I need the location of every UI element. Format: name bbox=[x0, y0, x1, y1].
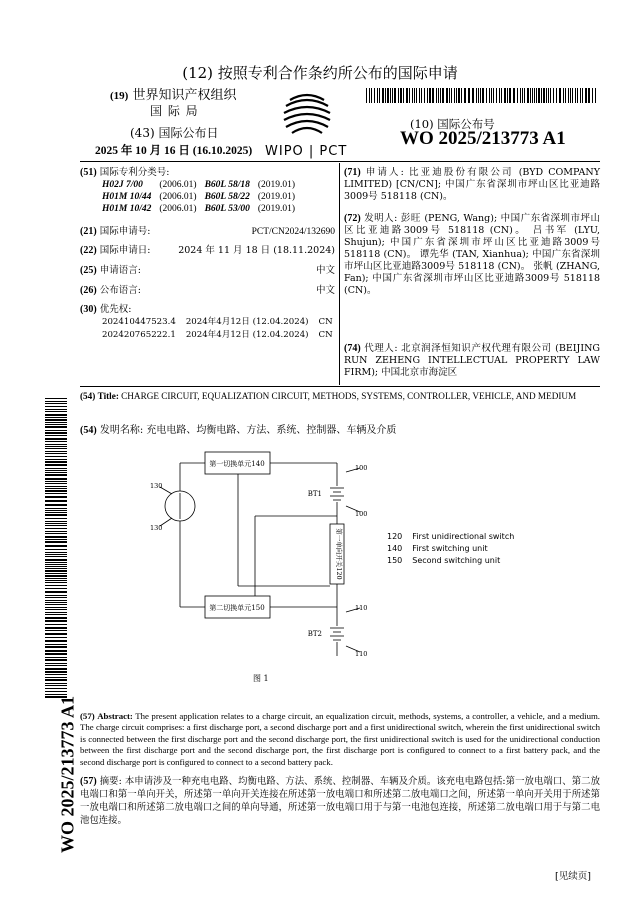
priority-table bbox=[102, 316, 343, 342]
priority-cell: CN bbox=[318, 317, 333, 327]
ipc-cell: (2006.01) bbox=[159, 192, 197, 202]
legend-ref: 140 bbox=[387, 544, 403, 553]
priority-cell: CN bbox=[318, 330, 333, 340]
agent: (74) 代理人: 北京润泽恒知识产权代理有限公司 (BEIJING RUN ZEHENG INTELLECTUAL PROPERTY LAW FIRM); 中国北京市海淀区 bbox=[344, 343, 600, 378]
bt1-label: BT1 bbox=[307, 490, 322, 498]
filing-language: (25) 申请语言: 中文 bbox=[80, 265, 335, 276]
priority-cell: 202420765222.1 bbox=[102, 330, 176, 340]
ipc-cell: (2006.01) bbox=[159, 204, 197, 214]
side-barcode bbox=[45, 398, 67, 698]
legend-text: Second switching unit bbox=[412, 556, 501, 565]
priority-row bbox=[102, 329, 343, 342]
column-divider bbox=[339, 163, 340, 385]
legend-ref: 150 bbox=[387, 556, 403, 565]
ref-130-bottom: 130 bbox=[150, 524, 163, 532]
ipc-cell: (2019.01) bbox=[257, 192, 296, 202]
ipc-cell: H02J 7/00 bbox=[102, 180, 143, 190]
pub-no-label: (10) 国际公布号 bbox=[410, 117, 495, 131]
legend-row bbox=[387, 531, 524, 543]
ipc-cell: (2019.01) bbox=[257, 204, 296, 214]
ipc-row bbox=[102, 203, 303, 215]
unit-150-label: 第二切换单元150 bbox=[209, 604, 265, 612]
title-en: (54) Title: CHARGE CIRCUIT, EQUALIZATION CIRCUIT, METHODS, SYSTEMS, CONTROLLER, VEHICLE, AND MEDIUM bbox=[80, 391, 577, 401]
legend-text: First switching unit bbox=[412, 544, 488, 553]
application-number: (21) 国际申请号: PCT/CN2024/132690 bbox=[80, 226, 335, 237]
org-line: (19) 世界知识产权组织 bbox=[110, 88, 237, 103]
ref-110-bottom: 110 bbox=[355, 650, 368, 658]
bt2-label: BT2 bbox=[307, 630, 322, 638]
priority-cell: 2024年4月12日 (12.04.2024) bbox=[185, 317, 309, 327]
ipc-cell: B60L 58/18 bbox=[204, 180, 250, 190]
ipc-cell: B60L 53/00 bbox=[204, 204, 250, 214]
title-cn: (54) 发明名称: 充电电路、均衡电路、方法、系统、控制器、车辆及介质 bbox=[80, 425, 397, 436]
wipo-pct-text: WIPO | PCT bbox=[265, 144, 348, 159]
org-bureau: 国 际 局 bbox=[150, 104, 199, 118]
legend-row bbox=[387, 543, 524, 555]
switch-120-label: 第一单向开关120 bbox=[335, 528, 343, 580]
title-rule bbox=[80, 386, 600, 387]
abstract-cn: (57) 摘要: 本申请涉及一种充电电路、均衡电路、方法、系统、控制器、车辆及介质。该充电电路包括:第一放电端口、第二放电端口和第一单向开关，所述第一单向开关连接在所述第一放电端口和所述第二放电端口之间，所述第一单向开关用于所述第一放电端口和所述第二放电端口之间的单向导通，所述第一放电端口用于与第一电池包连接，所述第二放电端口用于与第二电池包连接。 bbox=[80, 776, 600, 826]
applicant: (71) 申请人: 比亚迪股份有限公司 (BYD COMPANY LIMITED) [CN/CN]; 中国广东省深圳市坪山区比亚迪路3009号 518118 (CN)。 bbox=[344, 167, 600, 202]
figure-legend bbox=[387, 531, 524, 567]
inventors: (72) 发明人: 彭旺 (PENG, Wang); 中国广东省深圳市坪山区比亚迪路3009号 518118 (CN)。 吕书军 (LYU, Shujun); 中国广东省深圳市坪山区比亚迪路3009号 518118 (CN)。 谭先华 (TAN, Xianhua); 中国广东省深圳市坪山区比亚迪路3009号 518118 (CN)。 张帆 (ZHANG, Fan); 中国广东省深圳市坪山区比亚迪路3009号 518118 (CN)。 bbox=[344, 213, 600, 296]
barcode bbox=[366, 88, 596, 103]
ipc-cell: B60L 58/22 bbox=[204, 192, 250, 202]
pub-date: 2025 年 10 月 16 日 (16.10.2025) bbox=[95, 145, 253, 157]
priority-cell: 202410447523.4 bbox=[102, 317, 176, 327]
ref-100-top: 100 bbox=[355, 464, 368, 472]
pub-date-label: (43) 国际公布日 bbox=[130, 126, 219, 140]
ref-110-top: 110 bbox=[355, 604, 368, 612]
figure-caption: 图 1 bbox=[253, 674, 269, 683]
ipc-row bbox=[102, 191, 303, 203]
ref-100-bottom: 100 bbox=[355, 510, 368, 518]
wipo-logo bbox=[262, 82, 352, 152]
circuit-figure bbox=[150, 446, 390, 666]
org-name: 世界知识产权组织 bbox=[132, 88, 237, 103]
ipc-block: (51) 国际专利分类号: H02J 7/00 (2006.01) B60L 58/18 (2019.01) H01M 10/44 (2006.01) B60L 58/22 (2019.01) H01M 10/42 (2006.01) B60L 53/00 (2019.01) bbox=[80, 167, 335, 215]
abstract-en: (57) Abstract: The present application relates to a charge circuit, an equalization circuit, methods, systems, a controller, a vehicle, and a medium. The charge circuit comprises: a first discharge port, a second discharge port and a first unidirectional switch, wherein the first unidirectional switch is connected between the first discharge port and the second discharge port, the first unidirectional switch is used for the unidirectional conduction between the first discharge port and the second discharge port, the first discharge port is configured to connect to a first battery pack, and the second discharge port is configured to connect to a second battery pack. bbox=[80, 711, 601, 767]
side-publication-label: WO 2025/213773 A1 bbox=[57, 696, 78, 854]
document-type: (12) 按照专利合作条约所公布的国际申请 bbox=[182, 64, 458, 82]
pub-number: WO 2025/213773 A1 bbox=[400, 128, 566, 149]
ipc-cell: H01M 10/42 bbox=[102, 204, 152, 214]
priority-row bbox=[102, 316, 343, 329]
ipc-cell: H01M 10/44 bbox=[102, 192, 152, 202]
publication-language: (26) 公布语言: 中文 bbox=[80, 285, 335, 296]
header-rule bbox=[80, 161, 600, 162]
unit-140-label: 第一切换单元140 bbox=[209, 460, 265, 468]
legend-ref: 120 bbox=[387, 532, 403, 541]
continuation-note: [见续页] bbox=[555, 871, 591, 882]
legend-text: First unidirectional switch bbox=[412, 532, 515, 541]
ipc-cell: (2006.01) bbox=[159, 180, 197, 190]
filing-date: (22) 国际申请日: 2024 年 11 月 18 日 (18.11.2024) bbox=[80, 245, 335, 256]
priority-block: (30) 优先权: 202410447523.4 2024年4月12日 (12.04.2024) CN 202420765222.1 2024年4月12日 (12.04.2024) CN bbox=[80, 304, 335, 342]
priority-cell: 2024年4月12日 (12.04.2024) bbox=[185, 330, 309, 340]
legend-row bbox=[387, 555, 524, 567]
ref-130-top: 130 bbox=[150, 482, 163, 490]
ipc-cell: (2019.01) bbox=[257, 180, 296, 190]
ipc-table bbox=[102, 179, 303, 215]
ipc-row bbox=[102, 179, 303, 191]
